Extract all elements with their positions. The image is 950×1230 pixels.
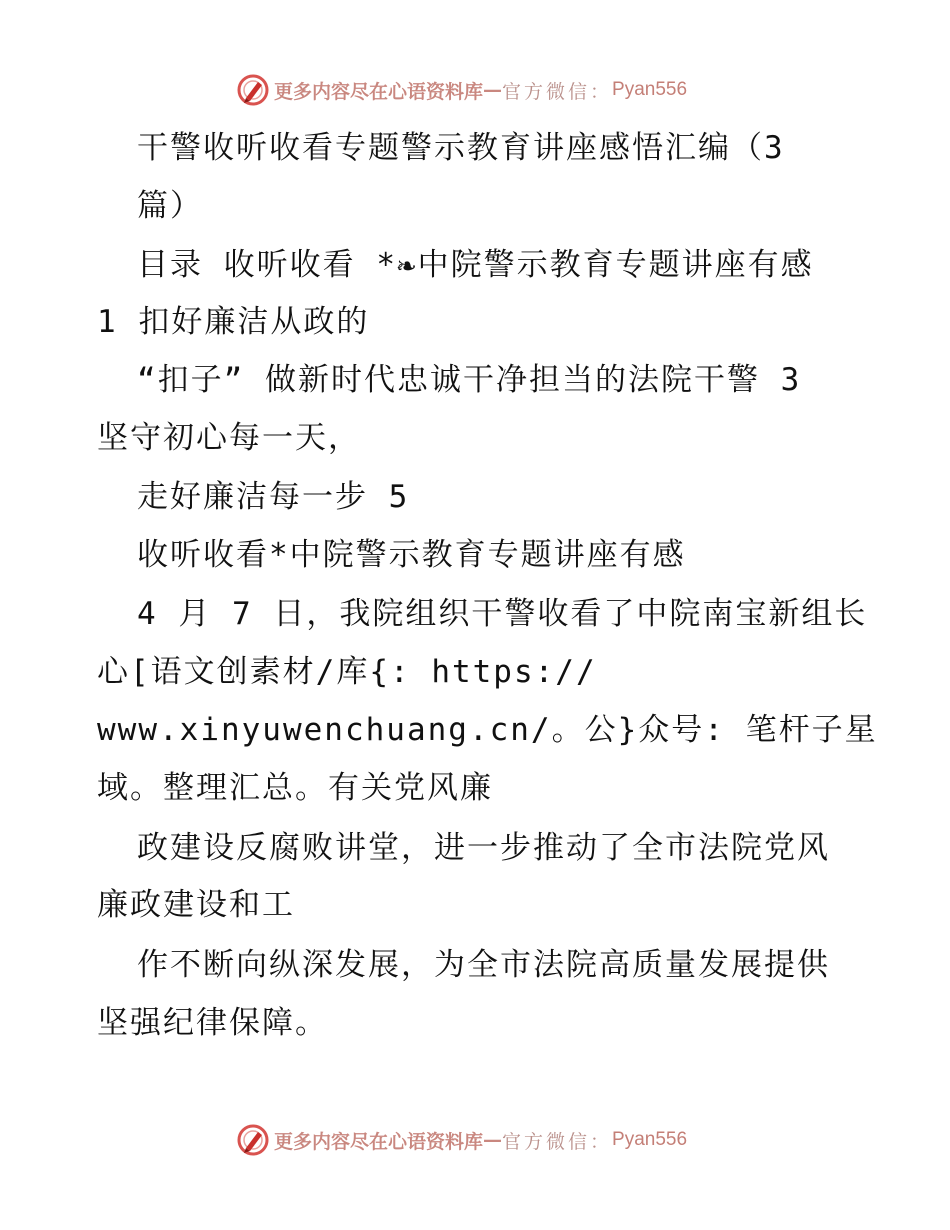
section-heading: 收听收看*中院警示教育专题讲座有感 [137,537,686,573]
toc-line-5: 走好廉洁每一步 5 [137,479,410,515]
banner-official-label: 官方微信： [502,1130,613,1153]
banner-wechat-id: Pyan556 [612,79,688,100]
body-line-7: 作不断向纵深发展，为全市法院高质量发展提供 [137,947,830,983]
body-line-6: 廉政建设和工 [97,887,295,923]
header-watermark-banner [236,70,756,110]
doc-title-line-1: 干警收听收看专题警示教育讲座感悟汇编（3 [137,130,785,166]
banner-brand: 更多内容尽在心语资料库 [274,1130,484,1153]
doc-title-line-2: 篇） [137,188,203,224]
body-line-3: www.xinyuwenchuang.cn/。公}众号: 笔杆子星 [97,712,878,748]
body-line-8: 坚强纪律保障。 [97,1005,328,1041]
body-line-2: 心[语文创素材/库{: https:// [97,654,597,690]
footer-watermark-banner [236,1120,756,1160]
banner-official-label: 官方微信： [502,80,613,103]
toc-line-1: 目录 收听收看 *❧中院警示教育专题讲座有感 [137,247,814,283]
pen-logo-icon [236,73,270,107]
toc-line-3: “扣子” 做新时代忠诚干净担当的法院干警 3 [137,362,802,398]
body-line-5: 政建设反腐败讲堂，进一步推动了全市法院党风 [137,830,830,866]
banner-separator: — [483,79,503,101]
banner-brand: 更多内容尽在心语资料库 [274,80,484,103]
body-line-1: 4 月 7 日，我院组织干警收看了中院南宝新组长 [137,596,868,632]
toc-line-4: 坚守初心每一天， [97,420,361,456]
pen-logo-icon [236,1123,270,1157]
banner-wechat-id: Pyan556 [612,1129,688,1150]
banner-separator: — [483,1129,503,1151]
body-line-4: 域。整理汇总。有关党风廉 [97,770,493,806]
toc-line-2: 1 扣好廉洁从政的 [97,304,370,340]
